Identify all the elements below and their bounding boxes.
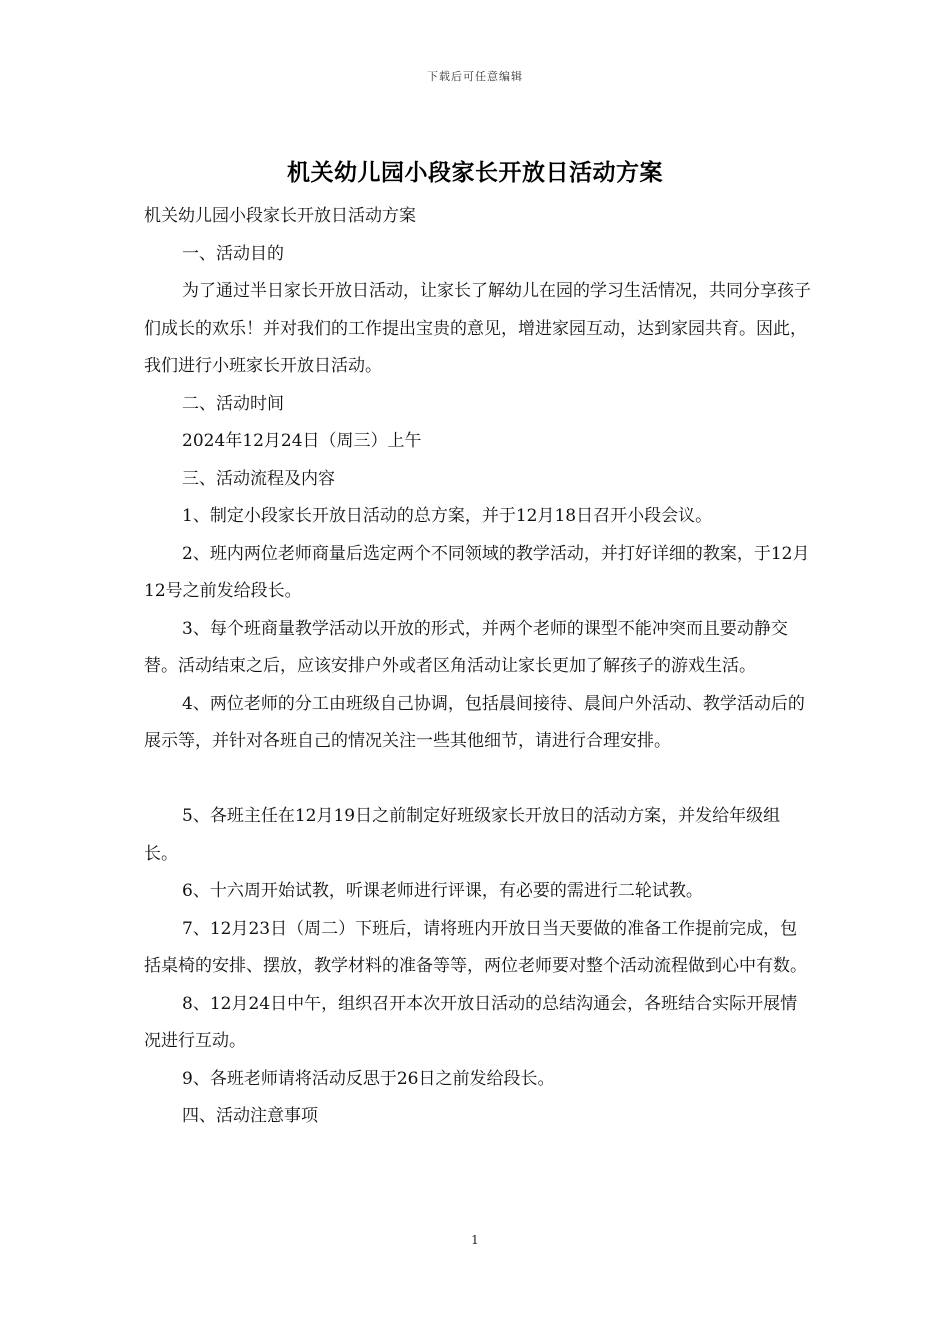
section-heading-purpose: 一、活动目的	[182, 243, 284, 264]
page-number: 1	[471, 1233, 479, 1247]
list-item: 1、制定小段家长开放日活动的总方案，并于12月18日召开小段会议。	[182, 506, 713, 526]
list-item: 6、十六周开始试教，听课老师进行评课，有必要的需进行二轮试教。	[182, 881, 703, 901]
list-item: 2、班内两位老师商量后选定两个不同领域的教学活动，并打好详细的教案，于12月12号之前发给段长。	[144, 543, 810, 601]
document-title: 机关幼儿园小段家长开放日活动方案	[287, 160, 663, 186]
section-heading-process: 三、活动流程及内容	[182, 468, 335, 489]
list-item: 4、两位老师的分工由班级自己协调，包括晨间接待、晨间户外活动、教学活动后的展示等，并针对各班自己的情况关注一些其他细节，请进行合理安排。	[144, 693, 805, 751]
list-item: 9、各班老师请将活动反思于26日之前发给段长。	[182, 1068, 555, 1089]
paragraph-purpose: 为了通过半日家长开放日活动，让家长了解幼儿在园的学习生活情况，共同分享孩子们成长的欢乐！并对我们的工作提出宝贵的意见，增进家园互动，达到家园共育。因此，我们进行小班家长开放日活动。	[144, 281, 811, 376]
document-subtitle: 机关幼儿园小段家长开放日活动方案	[144, 206, 416, 226]
document-body	[144, 198, 812, 1136]
list-item: 8、12月24日中午，组织召开本次开放日活动的总结沟通会，各班结合实际开展情况进行互动。	[144, 993, 798, 1051]
paragraph-time: 2024年12月24日（周三）上午	[182, 431, 422, 451]
list-item: 3、每个班商量教学活动以开放的形式，并两个老师的课型不能冲突而且要动静交替。活动结束之后，应该安排户外或者区角活动让家长更加了解孩子的游戏生活。	[144, 618, 788, 676]
blank-line	[144, 761, 812, 799]
list-item: 5、各班主任在12月19日之前制定好班级家长开放日的活动方案，并发给年级组长。	[144, 806, 781, 864]
list-item: 7、12月23日（周二）下班后，请将班内开放日当天要做的准备工作提前完成，包括桌椅的安排、摆放，教学材料的准备等等，两位老师要对整个活动流程做到心中有数。	[144, 918, 807, 976]
section-heading-time: 二、活动时间	[182, 393, 284, 414]
header-note: 下载后可任意编辑	[427, 70, 523, 83]
section-heading-notes: 四、活动注意事项	[182, 1106, 318, 1126]
